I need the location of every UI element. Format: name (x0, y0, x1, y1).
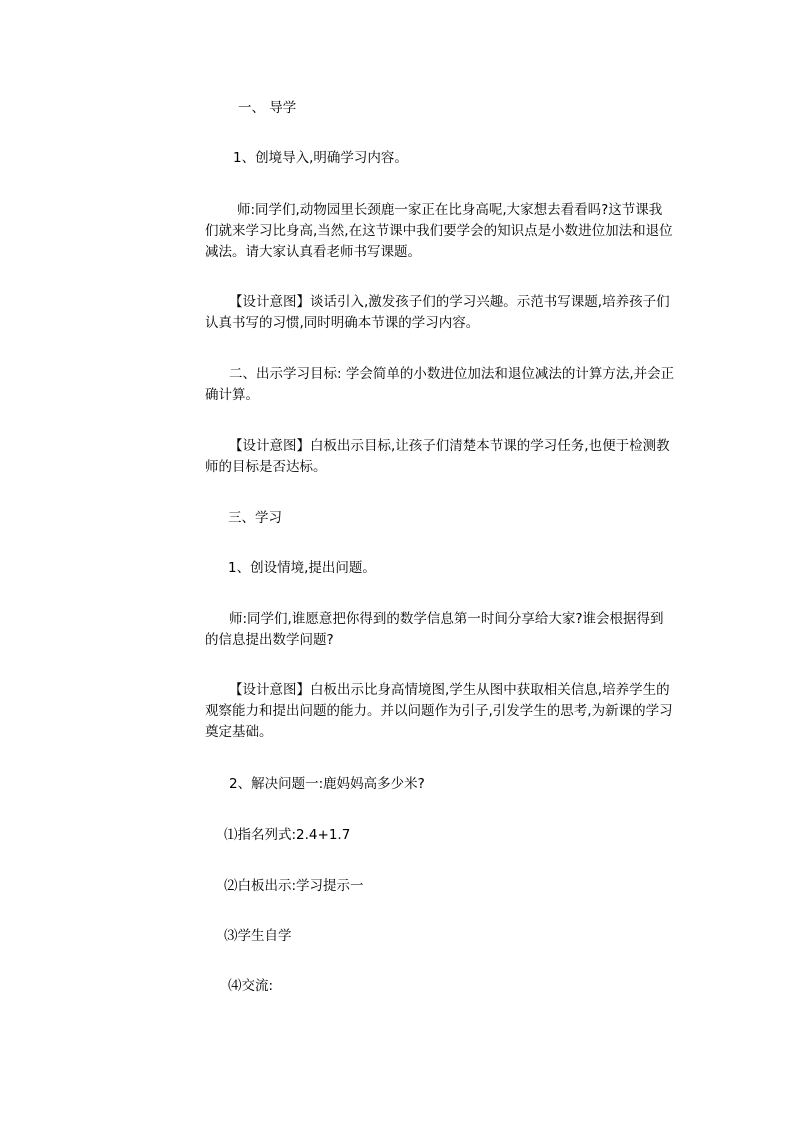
item-create-context: 1、创境导入,明确学习内容。 (233, 150, 408, 166)
step-4-exchange: ⑷交流: (228, 978, 274, 994)
step-1-formula: ⑴指名列式:2.4+1.7 (224, 827, 351, 843)
heading-learning: 三、学习 (228, 510, 282, 526)
step-2-whiteboard-hint: ⑵白板出示:学习提示一 (224, 878, 364, 894)
teacher-question-paragraph: 师:同学们,谁愿意把你得到的数学信息第一时间分享给大家?谁会根据得到的信息提出数学问题? (205, 611, 664, 648)
step-3-self-study: ⑶学生自学 (224, 928, 292, 944)
design-intent-3: 【设计意图】白板出示比身高情境图,学生从图中获取相关信息,培养学生的观察能力和提出问题的能力。并以问题作为引子,引发学生的思考,为新课的学习奠定基础。 (205, 682, 673, 740)
design-intent-2: 【设计意图】白板出示目标,让孩子们清楚本节课的学习任务,也便于检测教师的目标是否达标。 (205, 438, 670, 475)
item-solve-problem-one: 2、解决问题一:鹿妈妈高多少米? (229, 776, 425, 792)
item-create-situation: 1、创设情境,提出问题。 (228, 560, 376, 576)
learning-objective-paragraph: 二、出示学习目标: 学会简单的小数进位加法和退位减法的计算方法,并会正确计算。 (205, 366, 675, 403)
teacher-intro-paragraph: 师:同学们,动物园里长颈鹿一家正在比身高呢,大家想去看看吗?这节课我们就来学习比身高,当然,在这节课中我们要学会的知识点是小数进位加法和退位减法。请大家认真看老师书写课题。 (205, 202, 673, 260)
design-intent-1: 【设计意图】谈话引入,激发孩子们的学习兴趣。示范书写课题,培养孩子们认真书写的习惯,同时明确本节课的学习内容。 (205, 294, 670, 331)
heading-guide: 一、 导学 (238, 100, 297, 116)
